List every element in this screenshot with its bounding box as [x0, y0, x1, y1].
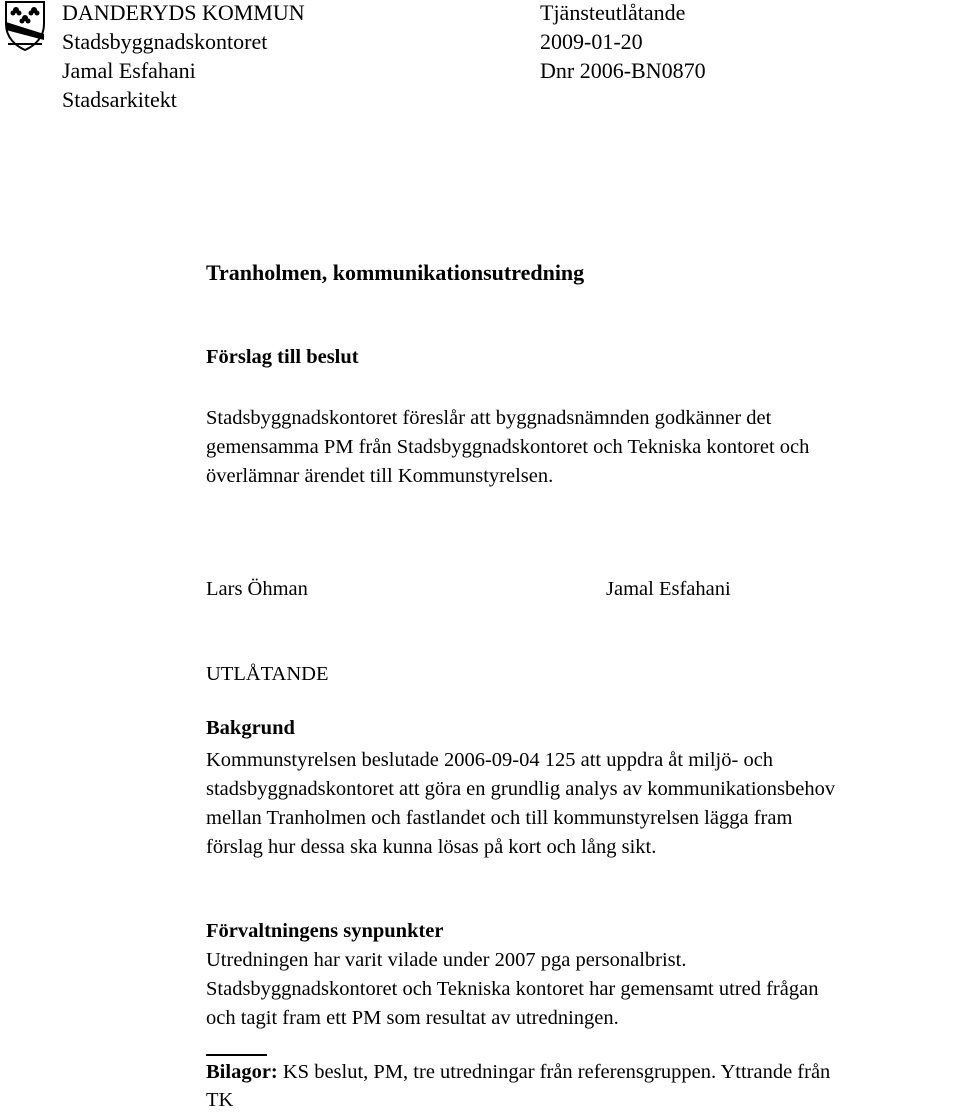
attachments-divider: [206, 1054, 267, 1056]
views-paragraph: [206, 946, 818, 1033]
proposal-paragraph: [206, 404, 809, 491]
danderyd-coat-of-arms-icon: [4, 0, 46, 52]
background-line: förslag hur dessa ska kunna lösas på kort och lång sikt.: [206, 836, 657, 858]
document-registration-number: Dnr 2006-BN0870: [540, 58, 706, 83]
views-line: Utredningen har varit vilade under 2007 pga personalbrist.: [206, 949, 687, 971]
background-line: mellan Tranholmen och fastlandet och till kommunstyrelsen lägga fram: [206, 807, 793, 829]
background-paragraph: [206, 746, 835, 862]
views-line: Stadsbyggnadskontoret och Tekniska kontoret har gemensamt utred frågan: [206, 978, 819, 1000]
proposal-line: överlämnar ärendet till Kommunstyrelsen.: [206, 465, 554, 487]
background-line: stadsbyggnadskontoret att göra en grundlig analys av kommunikationsbehov: [206, 778, 836, 800]
organization-name: DANDERYDS KOMMUN: [62, 0, 305, 25]
author-role: Stadsarkitekt: [62, 87, 177, 112]
attachments-continuation: TK: [206, 1089, 234, 1111]
document-date: 2009-01-20: [540, 29, 643, 54]
views-heading: Förvaltningens synpunkter: [206, 920, 444, 942]
signature-right: Jamal Esfahani: [606, 578, 731, 600]
proposal-heading: Förslag till beslut: [206, 346, 359, 368]
attachments-list: KS beslut, PM, tre utredningar från referensgruppen. Yttrande från: [277, 1061, 831, 1083]
department-name: Stadsbyggnadskontoret: [62, 29, 268, 54]
proposal-line: Stadsbyggnadskontoret föreslår att byggnadsnämnden godkänner det: [206, 407, 772, 429]
proposal-line: gemensamma PM från Stadsbyggnadskontoret och Tekniska kontoret och: [206, 436, 810, 458]
background-heading: Bakgrund: [206, 717, 295, 739]
background-line: Kommunstyrelsen beslutade 2006-09-04 125 att uppdra åt miljö- och: [206, 749, 774, 771]
views-line: och tagit fram ett PM som resultat av utredningen.: [206, 1007, 619, 1029]
statement-label: UTLÅTANDE: [206, 663, 329, 685]
document-title: Tranholmen, kommunikationsutredning: [206, 260, 585, 285]
attachments-label: Bilagor:: [206, 1061, 278, 1083]
author-name: Jamal Esfahani: [62, 58, 196, 83]
document-type: Tjänsteutlåtande: [540, 0, 686, 25]
attachments-line: [206, 1058, 830, 1087]
signature-left: Lars Öhman: [206, 578, 308, 600]
